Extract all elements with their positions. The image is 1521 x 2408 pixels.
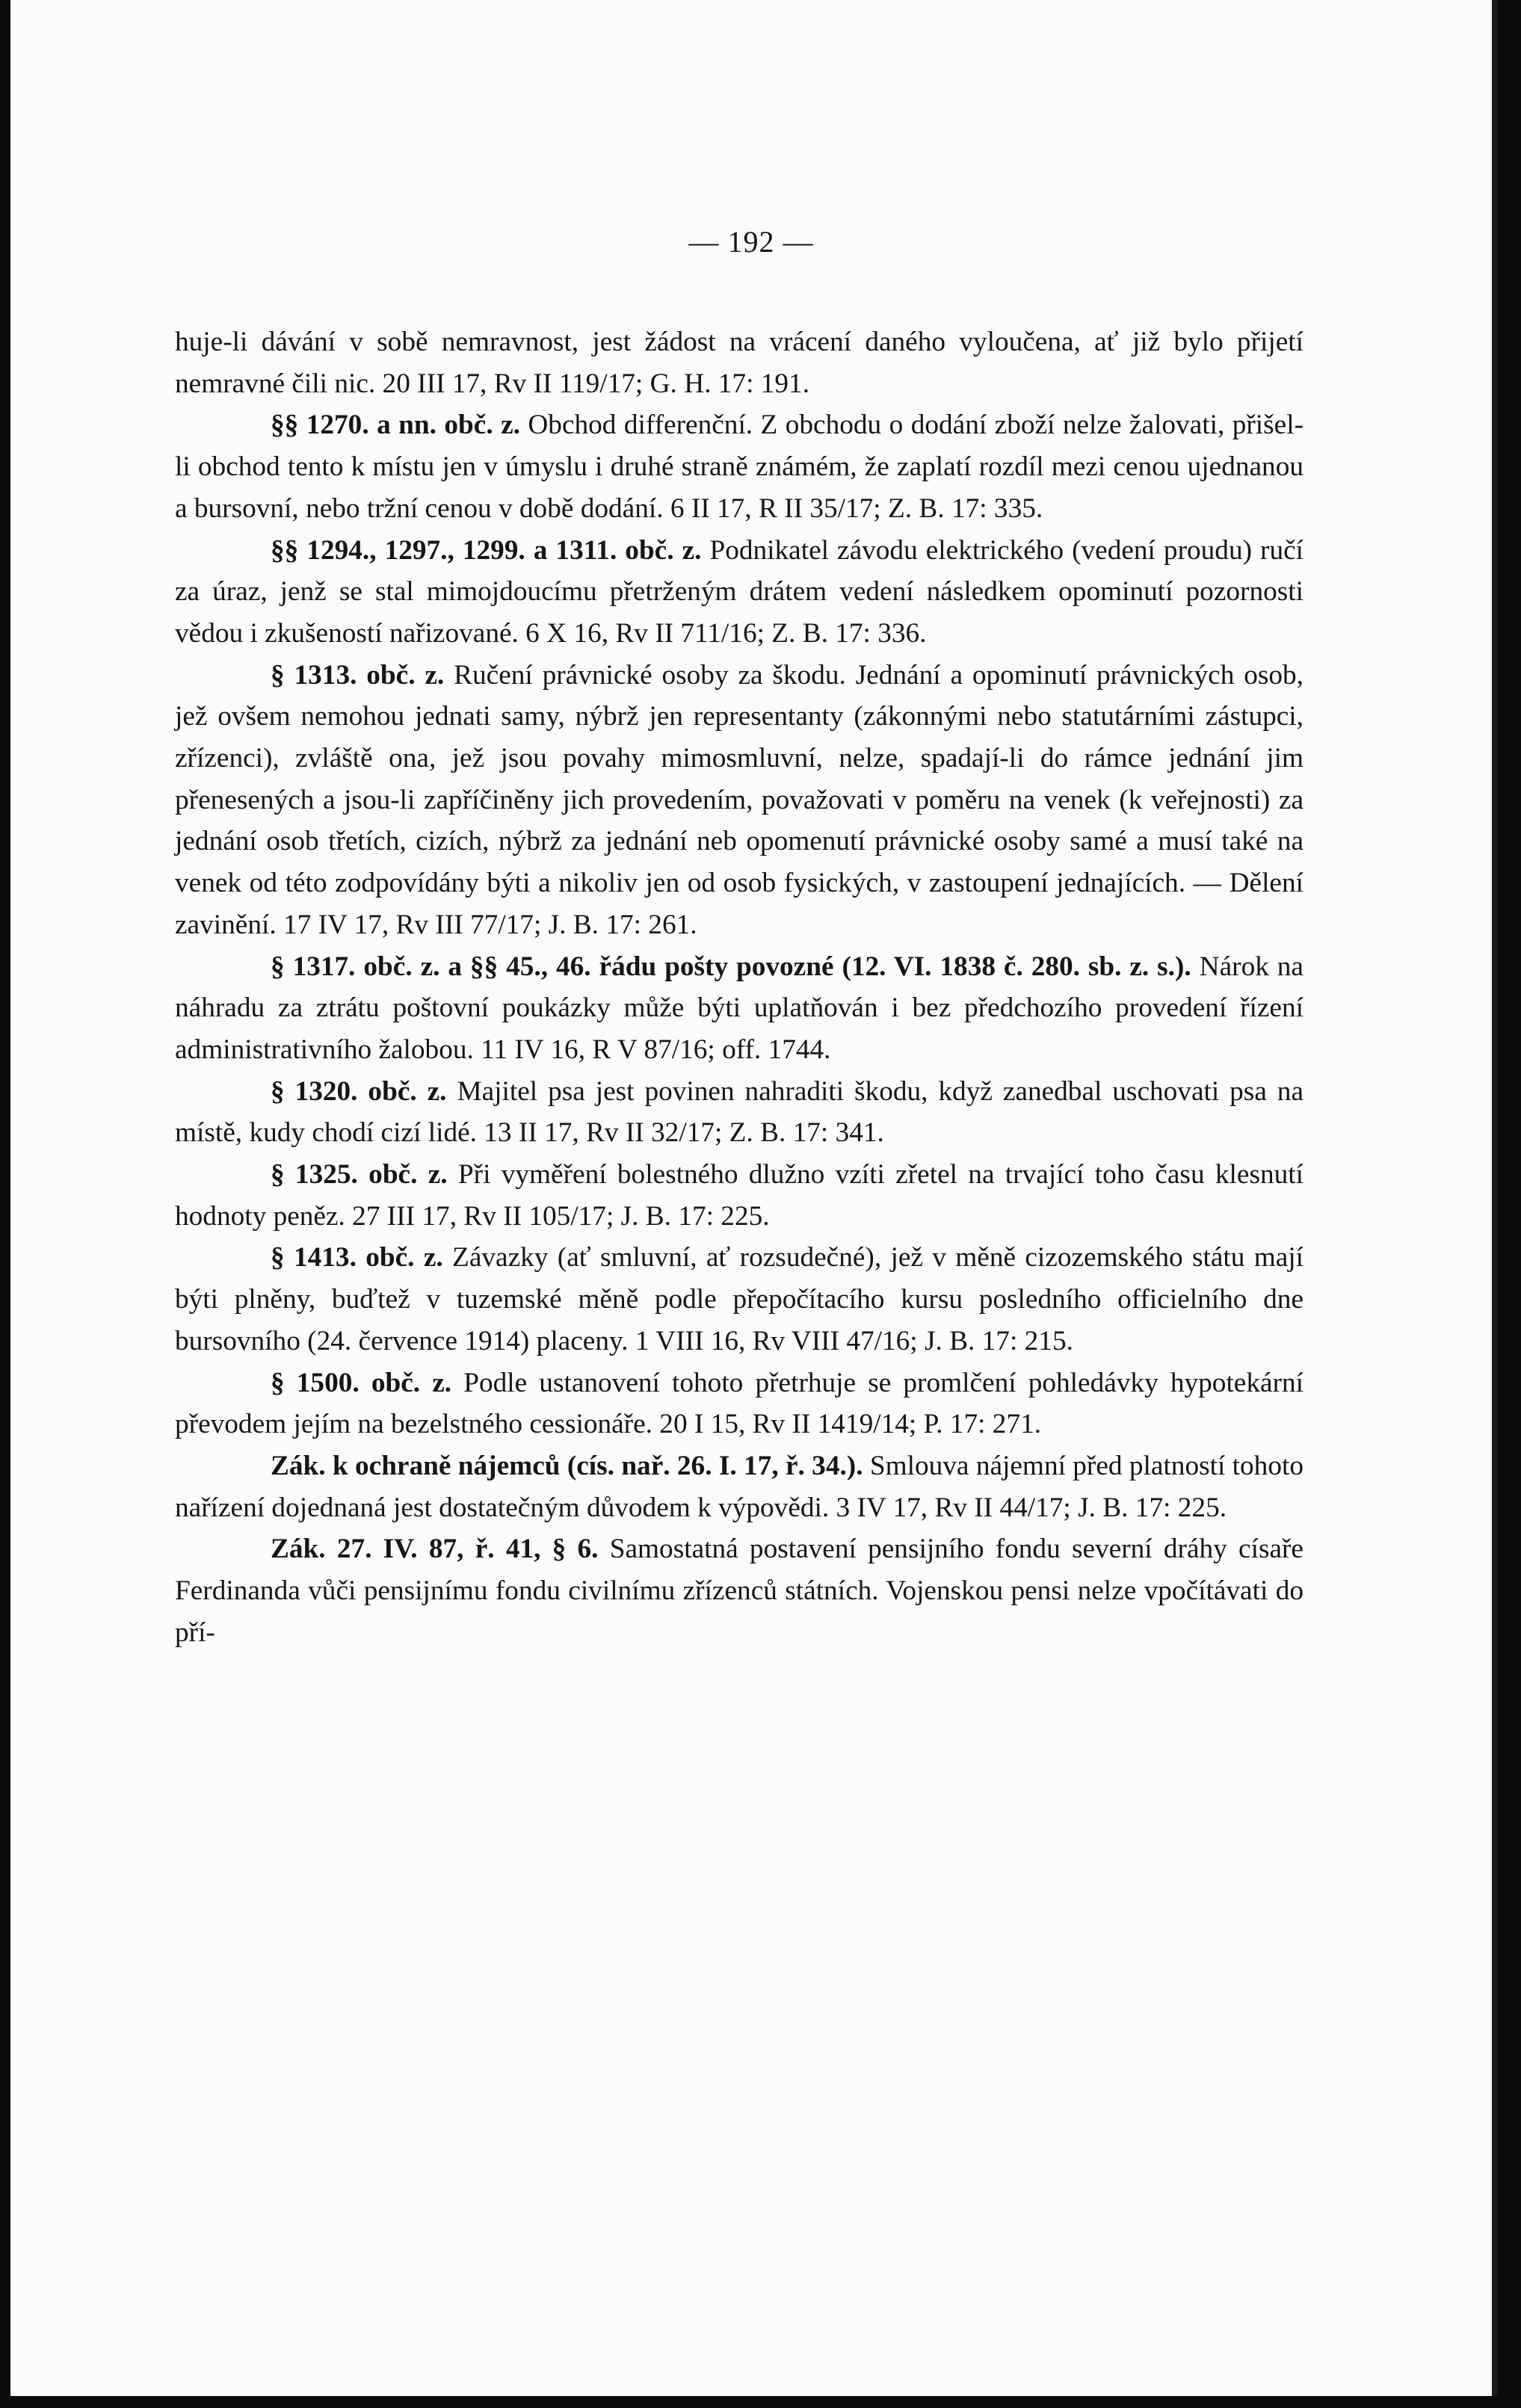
paragraph-heading: § 1317. obč. z. a §§ 45., 46. řádu pošty povozné (12. VI. 1838 č. 280. sb. z. s.). (271, 951, 1191, 982)
paragraph-text: huje-li dávání v sobě nemravnost, jest žádost na vrácení daného vyloučena, ať již bylo přijetí nemravné čili nic. 20 III 17, Rv II 119/17; G. H. 17: 191. (175, 327, 1304, 399)
paragraph-text: Podle ustanovení tohoto přetrhuje se promlčení pohledávky hypotekární převodem jejím na bezelstného cessionáře. 20 I 15, Rv II 1419/14; P. 17: 271. (175, 1367, 1304, 1440)
paragraph-zak-1887 (175, 1528, 1304, 1653)
paragraph-najemci (175, 1445, 1304, 1528)
paragraph-text: Při vyměření bolestného dlužno vzíti zřetel na trvající toho času klesnutí hodnoty peněz. 27 III 17, Rv II 105/17; J. B. 17: 225. (175, 1159, 1304, 1232)
paragraph-1320 (175, 1071, 1304, 1154)
paragraph-heading: § 1320. obč. z. (271, 1075, 447, 1107)
page-body (175, 321, 1304, 1654)
paragraph-text: Smlouva nájemní před platností tohoto nařízení dojednaná jest dostatečným důvodem k výpovědi. 3 IV 17, Rv II 44/17; J. B. 17: 225. (175, 1450, 1304, 1523)
paragraph-text: Obchod differenční. Z obchodu o dodání zboží nelze žalovati, přišel-li obchod tento k místu jen v úmyslu i druhé straně známém, že zaplatí rozdíl mezi cenou ujednanou a bursovní, nebo tržní cenou v době dodání. 6 II 17, R II 35/17; Z. B. 17: 335. (175, 410, 1304, 524)
paragraph-heading: § 1313. obč. z. (271, 659, 445, 691)
paragraph-heading: §§ 1270. a nn. obč. z. (271, 410, 520, 441)
paragraph-1270 (175, 404, 1304, 529)
paragraph-1313 (175, 655, 1304, 946)
paragraph-text: Ručení právnické osoby za škodu. Jednání a opominutí právnických osob, jež ovšem nemohou jednati samy, nýbrž jen representanty (zákonnými nebo statutárními zástupci, zřízenci), zvláště ona, jež jsou povahy mimosmluvní, nelze, spadají-li do rámce jednání jim přenesených a jsou-li zapříčiněny jich provedením, považovati v poměru na venek (k veřejnosti) za jednání osob třetích, cizích, nýbrž za jednání neb opomenutí právnické osoby samé a musí také na venek od této zodpovídány býti a nikoliv jen od osob fysických, v zastoupení jednajících. — Dělení zavinění. 17 IV 17, Rv III 77/17; J. B. 17: 261. (175, 659, 1304, 940)
paragraph-text: Majitel psa jest povinen nahraditi škodu, když zanedbal uschovati psa na místě, kudy chodí cizí lidé. 13 II 17, Rv II 32/17; Z. B. 17: 341. (175, 1075, 1304, 1149)
paragraph-1413 (175, 1237, 1304, 1362)
paragraph-1325 (175, 1154, 1304, 1237)
paragraph-heading: §§ 1294., 1297., 1299. a 1311. obč. z. (271, 534, 702, 566)
book-page (10, 0, 1498, 2396)
page-number: — 192 — (688, 225, 814, 259)
paragraph-text: Nárok na náhradu za ztrátu poštovní poukázky může býti uplatňován i bez předchozího provedení řízení administrativního žalobou. 11 IV 16, R V 87/16; off. 1744. (175, 951, 1304, 1065)
paragraph-continuation (175, 321, 1304, 404)
paragraph-heading: § 1413. obč. z. (271, 1242, 443, 1274)
paragraph-heading: § 1325. obč. z. (271, 1159, 448, 1191)
paragraph-heading: Zák. 27. IV. 87, ř. 41, § 6. (271, 1534, 599, 1565)
paragraph-1500 (175, 1362, 1304, 1445)
paragraph-heading: § 1500. obč. z. (271, 1367, 452, 1398)
paragraph-1294 (175, 530, 1304, 655)
paragraph-text: Samostatná postavení pensijního fondu severní dráhy císaře Ferdinanda vůči pensijnímu fondu civilnímu zřízenců státních. Vojenskou pensi nelze vpočítávati do pří- (175, 1534, 1304, 1648)
paragraph-text: Závazky (ať smluvní, ať rozsudečné), jež v měně cizozemského státu mají býti plněny, buďtež v tuzemské měně podle přepočítacího kursu posledního officielního dne bursovního (24. července 1914) placeny. 1 VIII 16, Rv VIII 47/16; J. B. 17: 215. (175, 1242, 1304, 1356)
paragraph-heading: Zák. k ochraně nájemců (cís. nař. 26. I. 17, ř. 34.). (271, 1450, 863, 1481)
paragraph-1317 (175, 946, 1304, 1071)
paragraph-text: Podnikatel závodu elektrického (vedení proudu) ručí za úraz, jenž se stal mimojdoucímu přetrženým drátem vedení následkem opominutí pozornosti vědou i zkušeností nařizované. 6 X 16, Rv II 711/16; Z. B. 17: 336. (175, 534, 1304, 649)
